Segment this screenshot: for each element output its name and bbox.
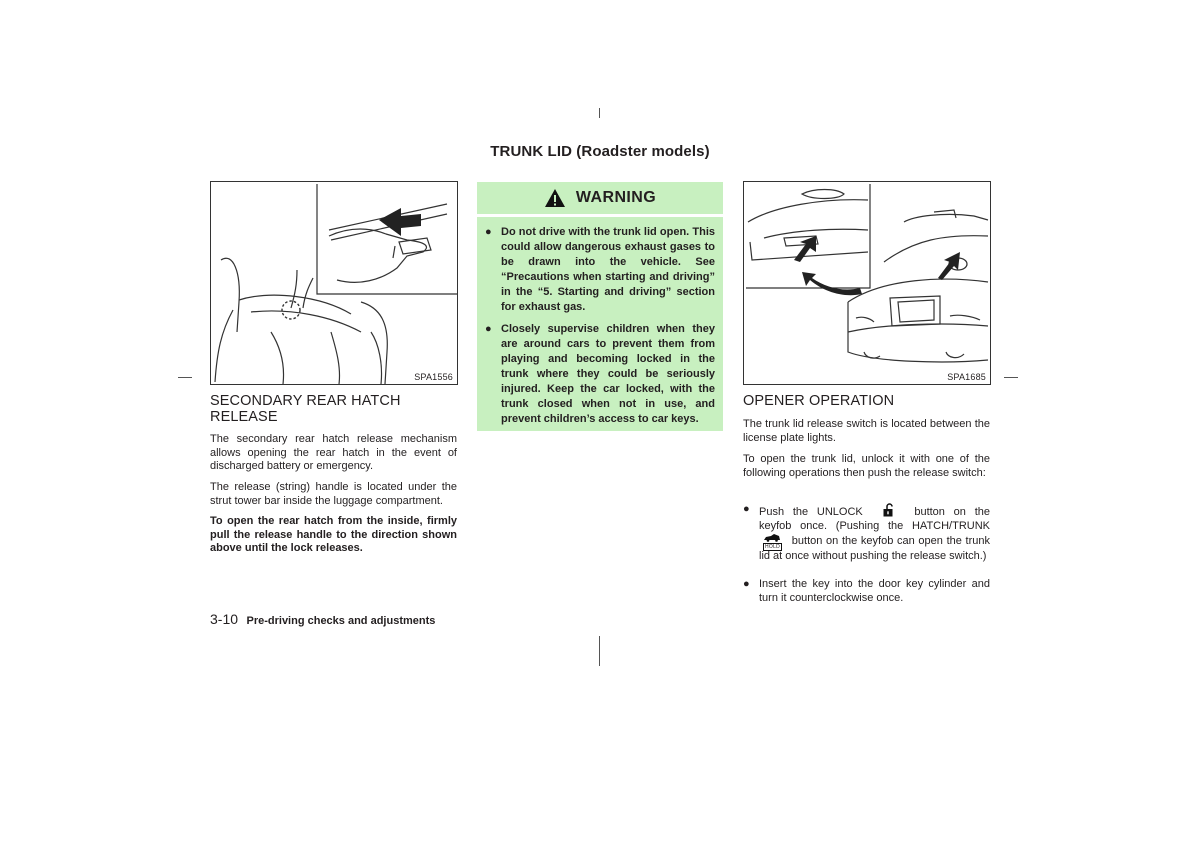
warning-title: WARNING [575,189,657,206]
paragraph: The release (string) handle is located under the strut tower bar inside the luggage compartment. [210,481,457,507]
illustration-release-handle [211,182,457,384]
page-footer [210,611,435,629]
hold-label: HOLD [765,544,781,550]
list-text: button on the keyfob can open the trunk lid at once without pushing the release switch.) [759,535,990,562]
trunk-icon [763,533,782,550]
figure-secondary-release [210,181,458,385]
unlock-icon [882,503,896,517]
list-item-key-cylinder [743,578,990,605]
paragraph: To open the trunk lid, unlock it with one of the following operations then push the release switch: [743,453,990,479]
section-heading-secondary-release: SECONDARY REAR HATCH RELEASE [210,393,401,425]
warning-item [485,225,715,315]
figure-label: SPA1685 [947,372,986,382]
crop-mark-right [1004,377,1018,378]
bullet: ● [743,578,750,590]
bullet: ● [485,226,492,238]
page-title: TRUNK LID (Roadster models) [490,143,710,160]
page-number: 3-10 [210,611,239,627]
section-heading-opener-operation: OPENER OPERATION [743,393,895,409]
warning-text: Closely supervise children when they are around cars to prevent them from playing and becoming locked in the trunk where they could be seriously injured. Keep the car locked, with the trunk closed when not in use, and prevent children’s access to car keys. [501,323,715,425]
warning-item [485,322,715,427]
warning-triangle-icon [544,188,566,208]
bullet: ● [743,503,750,515]
bullet: ● [485,323,492,335]
warning-box [477,217,723,431]
crop-mark-top [599,108,600,118]
warning-text: Do not drive with the trunk lid open. This could allow dangerous exhaust gases to be drawn into the vehicle. See “Precautions when starting and driving” in the “5. Starting and driving” section for exhaust gas. [501,226,715,313]
figure-label: SPA1556 [414,372,453,382]
list-item-text: Insert the key into the door key cylinder and turn it counterclockwise once. [759,578,990,604]
illustration-trunk-release [744,182,990,384]
paragraph: The secondary rear hatch release mechanism allows opening the rear hatch in the event of discharged battery or emergency. [210,433,457,472]
list-text: button on the keyfob once. (Pushing the HATCH/TRUNK [759,506,990,532]
list-text: Push the UNLOCK [759,506,863,518]
crop-mark-bottom [599,636,600,666]
warning-header [477,182,723,214]
figure-trunk-opener [743,181,991,385]
paragraph-instruction: To open the rear hatch from the inside, firmly pull the release handle to the direction shown above until the lock releases. [210,515,457,554]
crop-mark-left [178,377,192,378]
list-item-unlock [743,503,990,564]
list-item-text [759,503,990,564]
paragraph: The trunk lid release switch is located between the license plate lights. [743,418,990,444]
car-trunk-icon [763,533,781,542]
section-name: Pre-driving checks and adjustments [246,615,436,627]
